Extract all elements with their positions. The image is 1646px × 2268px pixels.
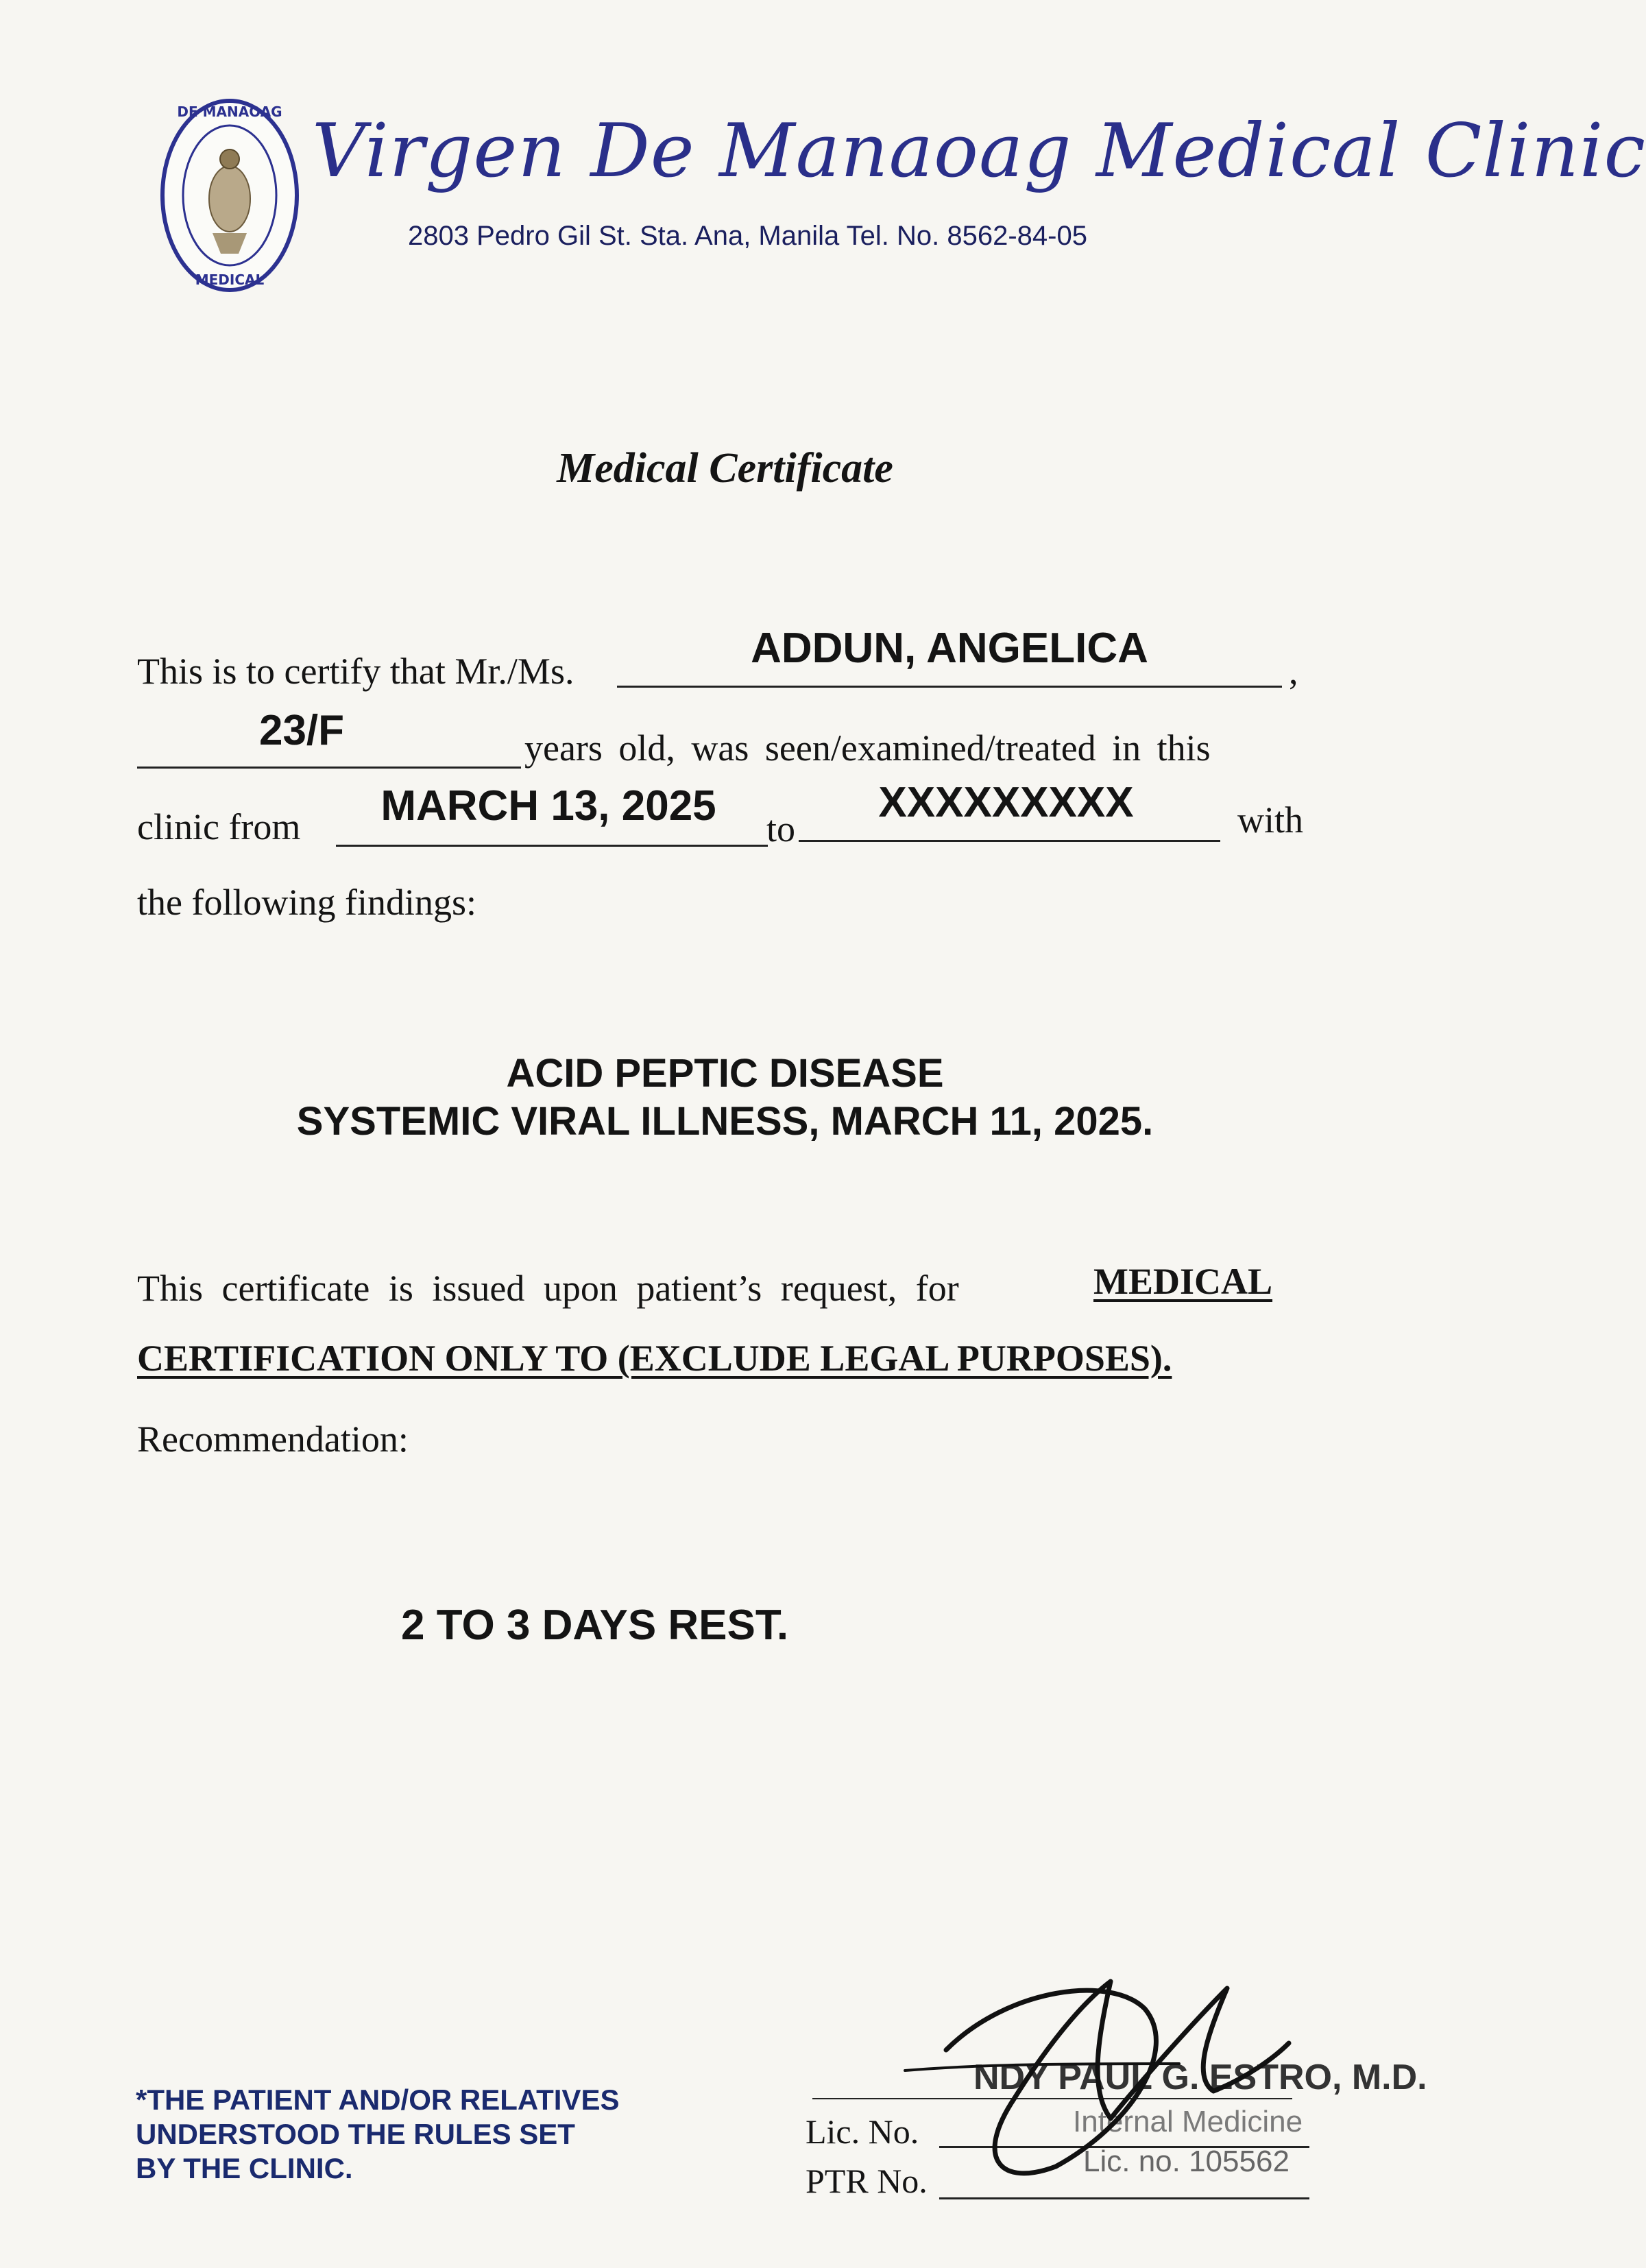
doctor-stamp-name: NDY PAUL G. ESTRO, M.D.	[973, 2058, 1427, 2097]
footnote-line: BY THE CLINIC.	[136, 2152, 353, 2184]
date-to: XXXXXXXXX	[878, 779, 1134, 826]
footnote-line: UNDERSTOOD THE RULES SET	[136, 2118, 575, 2150]
doctor-stamp-license: Lic. no. 105562	[1083, 2145, 1290, 2178]
svg-text:DE MANAOAG: DE MANAOAG	[177, 104, 282, 120]
recommendation-text: 2 TO 3 DAYS REST.	[401, 1602, 789, 1649]
date-to-line	[799, 840, 1220, 842]
to-label: to	[766, 808, 796, 849]
patient-age-sex: 23/F	[258, 707, 345, 754]
recommendation-label: Recommendation:	[137, 1419, 409, 1460]
patient-name: ADDUN, ANGELICA	[751, 625, 1148, 672]
ptr-line	[939, 2197, 1309, 2199]
with-label: with	[1237, 799, 1304, 841]
clinic-address: 2803 Pedro Gil St. Sta. Ana, Manila Tel. No. 8562-84-05	[408, 221, 1087, 251]
date-from-line	[336, 845, 768, 847]
footnote-line: *THE PATIENT AND/OR RELATIVES	[136, 2084, 620, 2116]
issued-text: This certificate is issued upon patient’s request, for	[137, 1268, 959, 1309]
purpose-line-2: CERTIFICATION ONLY TO (EXCLUDE LEGAL PURPOSES).	[137, 1338, 1172, 1379]
patient-name-line	[617, 686, 1282, 688]
ptr-label: PTR No.	[806, 2162, 928, 2200]
clinic-from-label: clinic from	[137, 806, 301, 847]
lic-label: Lic. No.	[806, 2112, 919, 2151]
doctor-stamp-specialty: Internal Medicine	[1073, 2105, 1303, 2138]
svg-text:MEDICAL: MEDICAL	[195, 272, 265, 288]
findings-intro: the following findings:	[137, 882, 476, 923]
finding-item: ACID PEPTIC DISEASE	[506, 1051, 944, 1096]
clinic-seal-logo	[158, 96, 302, 295]
comma: ,	[1289, 651, 1298, 692]
age-line	[137, 767, 521, 769]
purpose-line-1: MEDICAL	[1093, 1261, 1273, 1302]
seen-text: years old, was seen/examined/treated in this	[524, 727, 1211, 769]
date-from: MARCH 13, 2025	[380, 782, 716, 830]
doctor-signature	[905, 1961, 1330, 2187]
certificate-title: Medical Certificate	[557, 445, 893, 492]
clinic-name: Virgen De Manaoag Medical Clinic	[312, 108, 1646, 194]
rules-footnote	[136, 2083, 619, 2186]
certify-prefix: This is to certify that Mr./Ms.	[137, 651, 574, 692]
finding-item: SYSTEMIC VIRAL ILLNESS, MARCH 11, 2025.	[296, 1099, 1154, 1144]
